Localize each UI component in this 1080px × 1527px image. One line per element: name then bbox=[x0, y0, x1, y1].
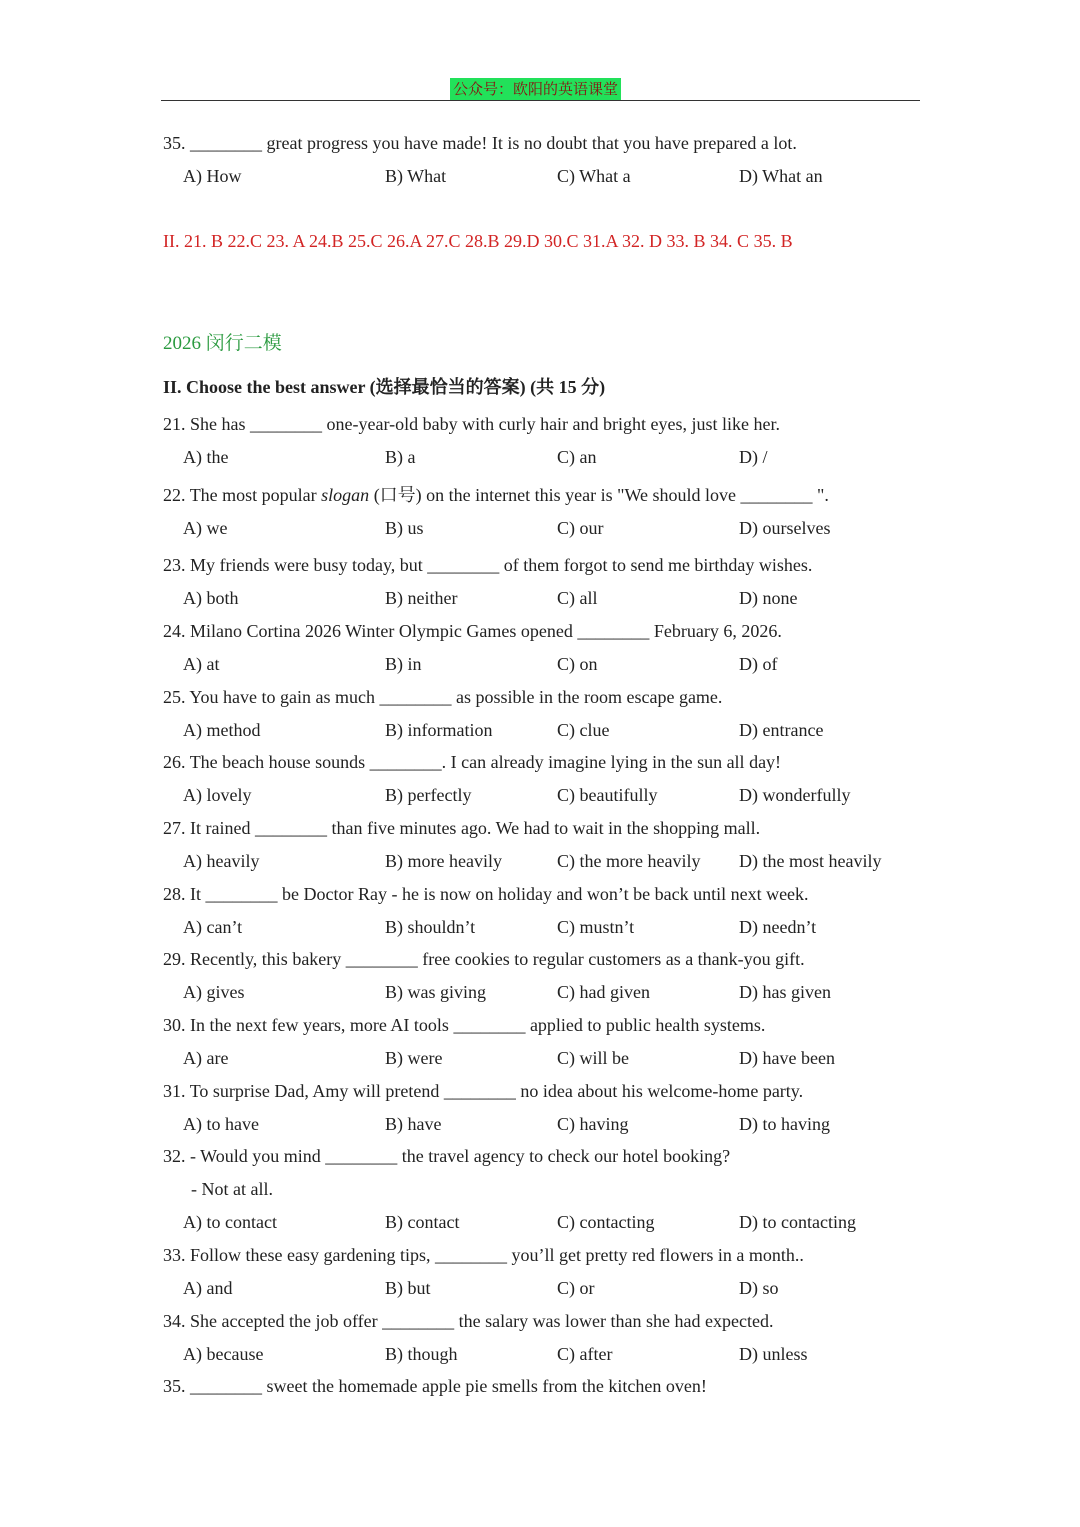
option-c: C) after bbox=[557, 1344, 613, 1364]
question-number: 26. bbox=[163, 752, 186, 772]
question-blank: ________ bbox=[379, 687, 452, 707]
option-b: B) more heavily bbox=[385, 851, 502, 871]
question-text-before: You have to gain as much bbox=[189, 687, 380, 707]
question-text-before: To surprise Dad, Amy will pretend bbox=[189, 1081, 444, 1101]
question-31 bbox=[163, 1079, 803, 1103]
question-text: great progress you have made! It is no doubt that you have prepared a lot. bbox=[262, 133, 797, 153]
question-number: 21. bbox=[163, 414, 186, 434]
option-a: A) heavily bbox=[183, 851, 260, 871]
option-d: D) entrance bbox=[739, 720, 824, 740]
question-29 bbox=[163, 947, 805, 971]
question-text-after: you’ll get pretty red flowers in a month.. bbox=[506, 1245, 804, 1265]
option-a: A) the bbox=[183, 447, 229, 467]
question-text-before: Milano Cortina 2026 Winter Olympic Games opened bbox=[190, 621, 578, 641]
option-c: C) contacting bbox=[557, 1212, 655, 1232]
section-title: 2026 闵行二模 bbox=[163, 333, 282, 354]
question-28 bbox=[163, 882, 809, 906]
question-blank: ________ bbox=[254, 818, 327, 838]
question-text-after: no idea about his welcome-home party. bbox=[515, 1081, 804, 1101]
option-c: C) beautifully bbox=[557, 785, 658, 805]
question-text-after: February 6, 2026. bbox=[649, 621, 782, 641]
option-b: B) though bbox=[385, 1344, 458, 1364]
option-b: B) was giving bbox=[385, 982, 486, 1002]
question-text-before: Follow these easy gardening tips, bbox=[190, 1245, 435, 1265]
option-b: B) but bbox=[385, 1278, 431, 1298]
option-c: C) had given bbox=[557, 982, 650, 1002]
option-c: C) having bbox=[557, 1114, 629, 1134]
question-text-before: Recently, this bakery bbox=[190, 949, 346, 969]
question-text-before: My friends were busy today, but bbox=[190, 555, 428, 575]
question-text-after: one-year-old baby with curly hair and bright eyes, just like her. bbox=[322, 414, 781, 434]
question-italic-term: slogan bbox=[321, 485, 370, 505]
option-d: D) wonderfully bbox=[739, 785, 851, 805]
option-d: D) have been bbox=[739, 1048, 835, 1068]
option-c: C) clue bbox=[557, 720, 610, 740]
question-number: 30. bbox=[163, 1015, 186, 1035]
question-number: 28. bbox=[163, 884, 186, 904]
option-c: C) the more heavily bbox=[557, 851, 701, 871]
question-blank: ________ bbox=[443, 1081, 516, 1101]
option-a: A) to contact bbox=[183, 1212, 277, 1232]
option-b: B) shouldn’t bbox=[385, 917, 476, 937]
question-number: 23. bbox=[163, 555, 186, 575]
question-23 bbox=[163, 553, 812, 577]
answer-key: II. 21. B 22.C 23. A 24.B 25.C 26.A 27.C 28.B 29.D 30.C 31.A 32. D 33. B 34. C 35. B bbox=[163, 231, 793, 251]
option-a: A) are bbox=[183, 1048, 229, 1068]
option-a: A) because bbox=[183, 1344, 264, 1364]
question-22 bbox=[163, 483, 829, 507]
question-blank: ________ bbox=[325, 1146, 398, 1166]
question-text-after: be Doctor Ray - he is now on holiday and won’t be back until next week. bbox=[277, 884, 809, 904]
question-30 bbox=[163, 1013, 765, 1037]
question-35 bbox=[163, 1374, 707, 1398]
option-d: D) so bbox=[739, 1278, 779, 1298]
question-blank: ________ bbox=[190, 133, 262, 153]
question-blank: ________ bbox=[250, 414, 322, 434]
question-number: 34. bbox=[163, 1311, 186, 1331]
question-27 bbox=[163, 816, 760, 840]
question-number: 33. bbox=[163, 1245, 186, 1265]
question-24 bbox=[163, 619, 782, 643]
option-b: B) perfectly bbox=[385, 785, 472, 805]
question-33 bbox=[163, 1243, 804, 1267]
question-35-prev bbox=[163, 131, 797, 155]
option-d: D) has given bbox=[739, 982, 831, 1002]
option-c: C) all bbox=[557, 588, 598, 608]
question-number: 25. bbox=[163, 687, 186, 707]
question-25 bbox=[163, 685, 722, 709]
question-number: 22. bbox=[163, 485, 186, 505]
header-badge: 公众号：欧阳的英语课堂 bbox=[450, 78, 621, 100]
question-number: 29. bbox=[163, 949, 186, 969]
option-a: A) both bbox=[183, 588, 239, 608]
option-a: A) can’t bbox=[183, 917, 243, 937]
question-blank: ________ bbox=[427, 555, 500, 575]
question-text-before: - Would you mind bbox=[190, 1146, 326, 1166]
option-d: D) ourselves bbox=[739, 518, 831, 538]
option-b: B) us bbox=[385, 518, 424, 538]
question-blank: ________ bbox=[577, 621, 650, 641]
option-d: D) unless bbox=[739, 1344, 808, 1364]
question-text-after: the travel agency to check our hotel booking? bbox=[397, 1146, 731, 1166]
option-a: A) How bbox=[183, 166, 242, 186]
question-26 bbox=[163, 750, 781, 774]
question-text-after: the salary was lower than she had expected. bbox=[454, 1311, 774, 1331]
question-text-before: The beach house sounds bbox=[189, 752, 370, 772]
question-blank: ________ bbox=[382, 1311, 455, 1331]
option-c: C) our bbox=[557, 518, 604, 538]
option-a: A) to have bbox=[183, 1114, 259, 1134]
option-d: D) of bbox=[739, 654, 778, 674]
option-c: C) or bbox=[557, 1278, 595, 1298]
question-text-after: applied to public health systems. bbox=[525, 1015, 766, 1035]
option-b: B) neither bbox=[385, 588, 458, 608]
question-blank: ________ bbox=[434, 1245, 507, 1265]
question-text-before: In the next few years, more AI tools bbox=[190, 1015, 454, 1035]
option-d: D) to contacting bbox=[739, 1212, 856, 1232]
option-b: B) information bbox=[385, 720, 493, 740]
question-number: 32. bbox=[163, 1146, 186, 1166]
question-number: 24. bbox=[163, 621, 186, 641]
question-text-after: of them forgot to send me birthday wishes. bbox=[499, 555, 813, 575]
question-number: 35. bbox=[163, 133, 186, 153]
question-text-before: The most popular bbox=[189, 485, 322, 505]
option-c: C) What a bbox=[557, 166, 631, 186]
option-a: A) at bbox=[183, 654, 220, 674]
option-b: B) What bbox=[385, 166, 447, 186]
question-21 bbox=[163, 412, 780, 436]
question-blank: ________ bbox=[740, 485, 813, 505]
option-b: B) in bbox=[385, 654, 422, 674]
option-d: D) / bbox=[739, 447, 768, 467]
option-c: C) an bbox=[557, 447, 597, 467]
option-d: D) the most heavily bbox=[739, 851, 882, 871]
question-text-before: She has bbox=[190, 414, 250, 434]
option-b: B) have bbox=[385, 1114, 442, 1134]
option-a: A) gives bbox=[183, 982, 245, 1002]
option-c: C) on bbox=[557, 654, 598, 674]
option-c: C) mustn’t bbox=[557, 917, 635, 937]
option-a: A) lovely bbox=[183, 785, 252, 805]
option-d: D) What an bbox=[739, 166, 823, 186]
question-text-middle: (口号) on the internet this year is "We should love bbox=[369, 485, 741, 505]
question-text-after: sweet the homemade apple pie smells from the kitchen oven! bbox=[262, 1376, 707, 1396]
question-blank: ________ bbox=[369, 752, 442, 772]
section-heading: II. Choose the best answer (选择最恰当的答案) (共 15 分) bbox=[163, 377, 606, 397]
question-text-after: than five minutes ago. We had to wait in the shopping mall. bbox=[326, 818, 761, 838]
question-34 bbox=[163, 1309, 773, 1333]
option-b: B) contact bbox=[385, 1212, 460, 1232]
question-32 bbox=[163, 1144, 730, 1168]
question-number: 35. bbox=[163, 1376, 186, 1396]
question-text-before: It rained bbox=[190, 818, 255, 838]
question-text-after: free cookies to regular customers as a thank-you gift. bbox=[417, 949, 805, 969]
header-divider bbox=[161, 100, 920, 101]
question-text-after: ". bbox=[812, 485, 829, 505]
option-d: D) none bbox=[739, 588, 798, 608]
question-number: 31. bbox=[163, 1081, 186, 1101]
question-text-before: It bbox=[190, 884, 206, 904]
question-text-after: . I can already imagine lying in the sun all day! bbox=[441, 752, 782, 772]
question-text-after: as possible in the room escape game. bbox=[451, 687, 723, 707]
question-text-before: She accepted the job offer bbox=[190, 1311, 383, 1331]
option-b: B) a bbox=[385, 447, 416, 467]
question-reply: - Not at all. bbox=[191, 1179, 273, 1199]
option-c: C) will be bbox=[557, 1048, 629, 1068]
option-a: A) and bbox=[183, 1278, 233, 1298]
question-blank: ________ bbox=[190, 1376, 262, 1396]
question-blank: ________ bbox=[453, 1015, 526, 1035]
question-blank: ________ bbox=[345, 949, 418, 969]
question-blank: ________ bbox=[205, 884, 278, 904]
option-d: D) to having bbox=[739, 1114, 830, 1134]
option-a: A) method bbox=[183, 720, 261, 740]
question-number: 27. bbox=[163, 818, 186, 838]
option-b: B) were bbox=[385, 1048, 443, 1068]
option-d: D) needn’t bbox=[739, 917, 817, 937]
option-a: A) we bbox=[183, 518, 228, 538]
